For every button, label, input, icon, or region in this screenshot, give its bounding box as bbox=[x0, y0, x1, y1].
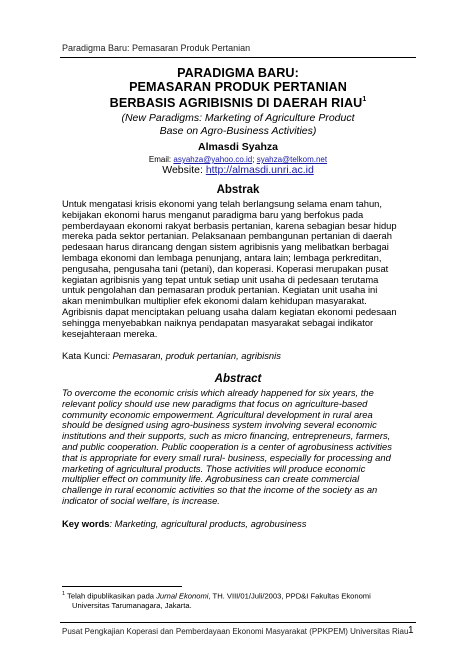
abstract-line: community economic empowerment. Agricultural development in rural area bbox=[62, 408, 373, 420]
abstract-heading: Abstract bbox=[214, 373, 262, 385]
title-line-3-text: BERBASIS AGRIBISNIS DI DAERAH RIAU bbox=[109, 96, 363, 111]
abstrak-line: pedesaan harus dirancang dengan sistem agribisnis yang melibatkan berbagai bbox=[62, 241, 389, 253]
kata-kunci-line bbox=[62, 350, 416, 361]
footnote-journal: Jurnal Ekonomi bbox=[156, 591, 209, 601]
title-line-2: PEMASARAN PRODUK PERTANIAN bbox=[129, 80, 347, 94]
abstract-line: multiplier effect on community life. Agrobusiness can create commercial bbox=[62, 473, 360, 485]
author-name: Almasdi Syahza bbox=[198, 141, 278, 153]
abstrak-line: Untuk mengatasi krisis ekonomi yang telah berlangsung selama enam tahun, bbox=[62, 198, 382, 209]
website-link[interactable]: http://almasdi.unri.ac.id bbox=[205, 164, 314, 176]
title-line-1: PARADIGMA BARU: bbox=[177, 66, 299, 80]
running-header: Paradigma Baru: Pemasaran Produk Pertanian bbox=[62, 43, 251, 53]
abstract-line: To overcome the economic crisis which already happened for six years, the bbox=[62, 387, 374, 398]
footer-rule bbox=[60, 622, 416, 623]
footnote-suffix: , TH. VIII/01/Juli/2003, PPD&I Fakultas Ekonomi bbox=[208, 591, 371, 601]
footnote-marker: 1 bbox=[62, 591, 66, 597]
key-words-line bbox=[62, 518, 416, 529]
abstrak-line: pengusaha, pengusaha tani (petani), dan koperasi. Koperasi merupakan pusat bbox=[62, 262, 389, 274]
abstrak-line: pemberdayaan ekonomi rakyat berbasis pertanian, karena sebagian besar hidup bbox=[62, 219, 397, 231]
header-rule bbox=[60, 57, 416, 58]
abstrak-body bbox=[62, 199, 416, 339]
subtitle-line-1: (New Paradigms: Marketing of Agriculture Product bbox=[121, 112, 355, 125]
abstract-line: challenge in rural economic activities so that the income of the society as an bbox=[62, 484, 378, 496]
abstract-line: relevant policy should use new paradigms that focus on agriculture-based bbox=[62, 397, 368, 409]
email-separator: ; bbox=[252, 155, 255, 164]
author-email-line bbox=[60, 155, 416, 164]
abstrak-line: untuk pengolahan dan pemasaran produk pertanian. Kegiatan unit usaha ini bbox=[62, 284, 378, 296]
title-footnote-marker[interactable]: 1 bbox=[362, 96, 367, 103]
footnote-line-1 bbox=[62, 590, 416, 601]
key-words-value: : Marketing, agricultural products, agrobusiness bbox=[109, 518, 307, 529]
kata-kunci-label: Kata Kunci bbox=[62, 350, 108, 361]
abstract-line: indicator of social welfare, is increase. bbox=[62, 494, 220, 506]
key-words-label: Key words bbox=[62, 518, 110, 529]
page-number: 1 bbox=[408, 625, 414, 636]
abstrak-line: kebijakan ekonomi harus menganut paradigma baru yang berfokus pada bbox=[62, 208, 364, 220]
footnote-prefix: Telah dipublikasikan pada bbox=[67, 591, 157, 601]
abstract-line: marketing of agricultural products. Those activities will produce economic bbox=[62, 462, 366, 474]
abstrak-line: sehingga menyebabkan naiknya pendapatan masyarakat sebagai indikator bbox=[62, 316, 374, 328]
footnote-line-2: Universitas Tarumanagara, Jakarta. bbox=[72, 601, 192, 611]
email-link-2[interactable]: syahza@telkom.net bbox=[256, 155, 328, 164]
abstract-line: should be designed using agro-business system involving several economic bbox=[62, 419, 377, 431]
footnote-rule bbox=[62, 586, 182, 587]
subtitle-line-2: Base on Agro-Business Activities) bbox=[159, 124, 317, 137]
abstrak-line: mereka pada sektor pertanian. Pelaksanaan pembangunan pertanian di daerah bbox=[62, 230, 392, 242]
abstrak-line: kesejahteraan mereka. bbox=[62, 327, 158, 339]
email-label: Email: bbox=[148, 155, 172, 164]
kata-kunci-value: : Pemasaran, produk pertanian, agribisnis bbox=[107, 350, 281, 361]
abstrak-line: Agribisnis dapat menciptakan peluang usaha dalam kegiatan ekonomi pedesaan bbox=[62, 305, 397, 317]
footer-institution: Pusat Pengkajian Koperasi dan Pemberdayaan Ekonomi Masyarakat (PPKPEM) Universitas Riau bbox=[62, 627, 409, 636]
author-website-line bbox=[60, 164, 416, 176]
title-line-3 bbox=[60, 94, 416, 110]
abstrak-heading: Abstrak bbox=[216, 184, 260, 196]
footnote bbox=[62, 590, 416, 611]
abstrak-line: akan menimbulkan multiplier efek ekonomi dalam kehidupan masyarakat. bbox=[62, 295, 367, 307]
abstrak-line: lembaga ekonomi dan lembaga penunjang, antara lain; lembaga perkreditan, bbox=[62, 251, 382, 263]
abstract-body bbox=[62, 388, 416, 507]
abstract-line: institutions and their supports, such as micro financing, entrepreneurs, farmers, bbox=[62, 430, 391, 442]
title-block bbox=[60, 66, 416, 137]
english-subtitle bbox=[60, 112, 416, 137]
abstract-line: and public cooperation. Public cooperation is a center of agrobusiness activities bbox=[62, 440, 392, 452]
abstrak-line: kegiatan agribisnis yang tepat untuk setiap unit usaha di pedesaan terutama bbox=[62, 273, 379, 285]
website-label: Website: bbox=[162, 164, 203, 176]
email-link-1[interactable]: asyahza@yahoo.co.id bbox=[173, 155, 253, 164]
abstract-line: that is appropriate for every small rural- business, especially for processing and bbox=[62, 451, 391, 463]
